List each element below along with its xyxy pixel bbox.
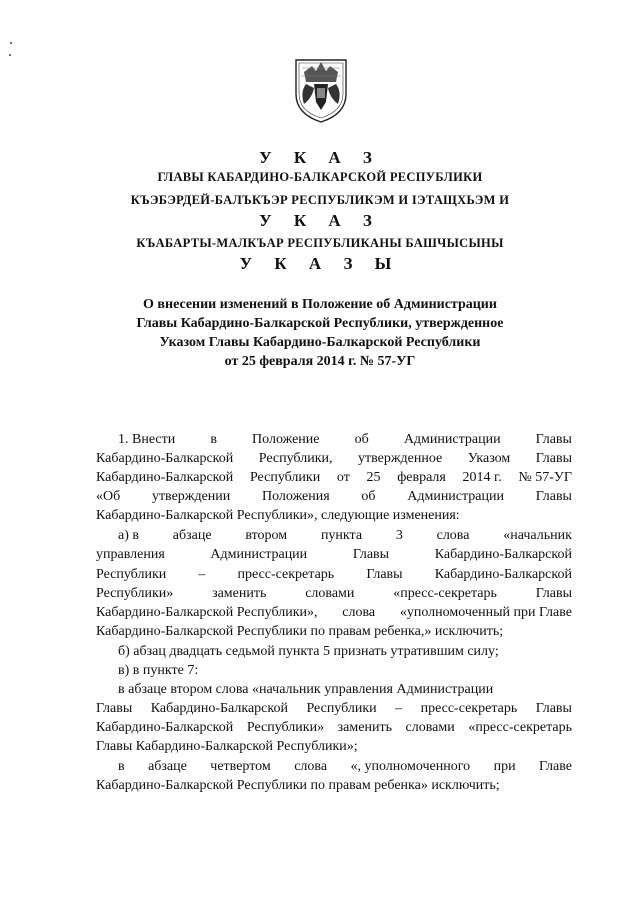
body-line: управления Администрации Главы Кабардино-Балкарской [96,547,572,562]
scan-speck [10,42,12,44]
body-line: Кабардино-Балкарской Республики, утвержденное Указом Главы [96,451,572,466]
body-line: Кабардино-Балкарской Республики», следующие изменения: [96,508,460,523]
ukaz-heading-bal: У К А З Ы [239,254,401,273]
ukaz-heading-kab: У К А З [259,211,381,230]
body-line: а) в абзаце втором пункта 3 слова «начальник [118,528,572,543]
decree-title-line: Главы Кабардино-Балкарской Республики, утвержденное [136,316,504,331]
body-line: Республики – пресс-секретарь Главы Кабардино-Балкарской [96,567,572,582]
body-line: б) абзац двадцать седьмой пункта 5 признать утратившим силу; [118,644,499,659]
body-line: в абзаце четвертом слова «, уполномоченного при Главе [118,759,572,774]
body-line: Республики» заменить словами «пресс-секретарь Главы [96,586,572,601]
coat-of-arms-emblem [292,54,350,124]
issuer-line-ru: ГЛАВЫ КАБАРДИНО-БАЛКАРСКОЙ РЕСПУБЛИКИ [157,170,483,184]
issuer-line-kab: КЪЭБЭРДЕЙ-БАЛЪКЪЭР РЕСПУБЛИКЭМ И ІЭТАЩХЬЭМ И [130,193,510,207]
body-line: в абзаце втором слова «начальник управления Администрации [118,682,494,697]
body-line: Главы Кабардино-Балкарской Республики – пресс-секретарь Главы [96,701,572,716]
issuer-line-bal: КЪАБАРТЫ-МАЛКЪАР РЕСПУБЛИКАНЫ БАШЧЫСЫНЫ [136,236,504,250]
body-line: Кабардино-Балкарской Республики по правам ребенка» исключить; [96,778,500,793]
decree-title-line: О внесении изменений в Положение об Администрации [143,297,497,312]
decree-title-line: Указом Главы Кабардино-Балкарской Республики [159,335,481,350]
scan-speck [9,54,11,56]
body-line: 1. Внести в Положение об Администрации Главы [118,432,572,447]
body-line: Главы Кабардино-Балкарской Республики»; [96,739,358,754]
body-line: Кабардино-Балкарской Республики от 25 февраля 2014 г. № 57-УГ [96,470,572,485]
body-line: «Об утверждении Положения об Администрации Главы [96,489,572,504]
decree-title-line: от 25 февраля 2014 г. № 57-УГ [224,354,416,369]
body-line: в) в пункте 7: [118,663,199,678]
body-line: Кабардино-Балкарской Республики», слова «уполномоченный при Главе [96,605,572,620]
ukaz-heading-ru: У К А З [259,148,381,167]
body-line: Кабардино-Балкарской Республики» заменить словами «пресс-секретарь [96,720,572,735]
body-line: Кабардино-Балкарской Республики по правам ребенка,» исключить; [96,624,504,639]
